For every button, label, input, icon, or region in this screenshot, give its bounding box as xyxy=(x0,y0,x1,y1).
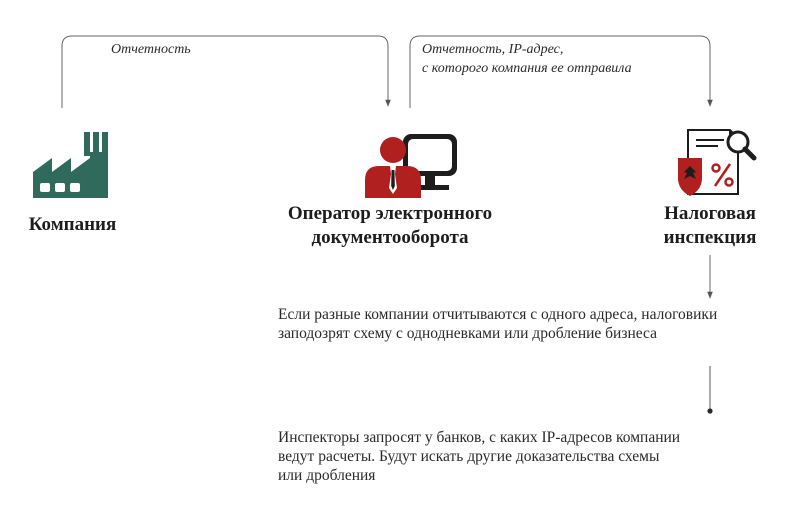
line-end-dot xyxy=(707,408,712,413)
node-title-tax-line1: Налоговая xyxy=(664,203,756,224)
node-title-operator xyxy=(260,202,520,250)
tax-document-search-icon xyxy=(672,124,762,200)
operator-computer-icon xyxy=(355,128,465,200)
node-title-operator-line2: документооборота xyxy=(311,227,469,248)
node-title-tax xyxy=(630,202,790,250)
arrow-label-reporting: Отчетность xyxy=(111,42,191,57)
node-title-tax-line2: инспекция xyxy=(663,227,757,248)
node-title-company: Компания xyxy=(28,214,117,235)
factory-icon xyxy=(30,128,110,200)
arrow-label-reporting-ip-line1: Отчетность, IP-адрес, xyxy=(422,42,564,57)
note-bank-request: Инспекторы запросят у банков, с каких IP-адресов компании ведут расчеты. Будут искать другие доказательства схемы или дробления xyxy=(278,429,681,484)
arrow-label-reporting-ip xyxy=(422,40,632,78)
arrow-label-reporting-ip-line2: с которого компания ее отправила xyxy=(422,61,632,76)
node-title-operator-line1: Оператор электронного xyxy=(287,203,493,224)
note-suspicion: Если разные компании отчитываются с одного адреса, налоговики заподозрят схему с однодневками или дробление бизнеса xyxy=(278,306,718,342)
